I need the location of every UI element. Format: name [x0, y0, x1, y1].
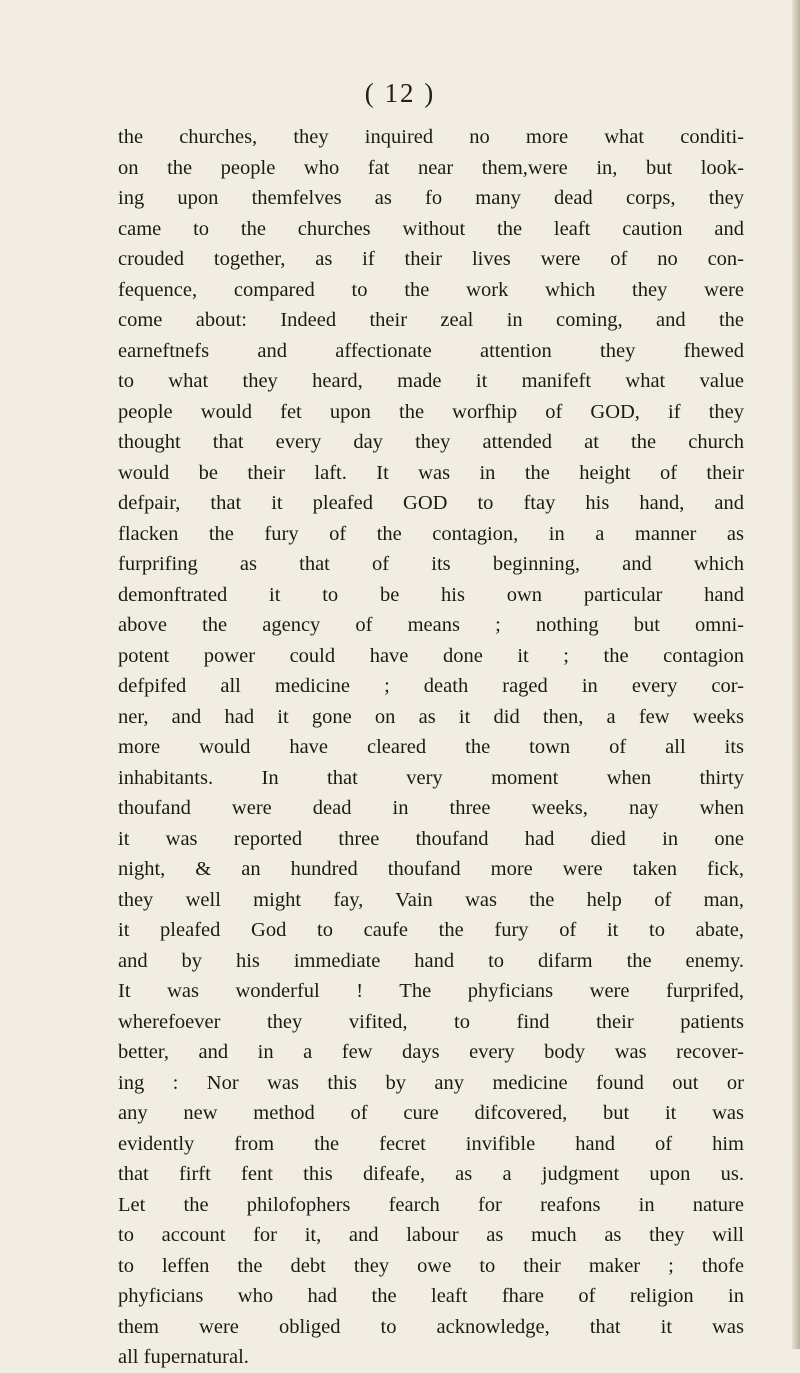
text-line: and by his immediate hand to difarm the enemy.	[118, 949, 744, 972]
text-line: would be their laft. It was in the height of their	[118, 461, 744, 484]
text-line: them were obliged to acknowledge, that it was	[118, 1315, 744, 1338]
text-line: the churches, they inquired no more what conditi-	[118, 126, 744, 148]
text-line: on the people who fat near them,were in, but look-	[118, 156, 744, 179]
text-line: potent power could have done it ; the contagion	[118, 644, 744, 667]
text-line: above the agency of means ; nothing but omni-	[118, 614, 744, 636]
text-line: flacken the fury of the contagion, in a manner as	[118, 522, 744, 545]
text-line: fequence, compared to the work which they were	[118, 278, 744, 301]
text-line: to leffen the debt they owe to their maker ; thofe	[118, 1254, 744, 1277]
text-line: ing upon themfelves as fo many dead corps, they	[118, 187, 744, 209]
text-line: better, and in a few days every body was recover-	[118, 1041, 744, 1063]
text-line: phyficians who had the leaft fhare of religion in	[118, 1285, 744, 1307]
text-line: thoufand were dead in three weeks, nay when	[118, 797, 744, 819]
text-line: demonftrated it to be his own particular hand	[118, 583, 744, 606]
text-line: ing : Nor was this by any medicine found out or	[118, 1071, 744, 1094]
text-line: night, & an hundred thoufand more were taken fick,	[118, 858, 744, 880]
page-edge-shadow	[792, 0, 800, 1349]
page-number: ( 12 )	[364, 78, 436, 108]
text-line: thought that every day they attended at the church	[118, 431, 744, 453]
text-line: came to the churches without the leaft caution and	[118, 217, 744, 240]
text-line: they well might fay, Vain was the help of man,	[118, 888, 744, 911]
text-line: any new method of cure difcovered, but it was	[118, 1102, 744, 1124]
body-text	[118, 122, 744, 1373]
text-line: evidently from the fecret invifible hand of him	[118, 1132, 744, 1155]
text-line: earneftnefs and affectionate attention they fhewed	[118, 339, 744, 362]
text-line: Let the philofophers fearch for reafons in nature	[118, 1193, 744, 1216]
text-line: to what they heard, made it manifeft what value	[118, 370, 744, 392]
text-line: inhabitants. In that very moment when thirty	[118, 766, 744, 789]
text-line: wherefoever they vifited, to find their patients	[118, 1010, 744, 1033]
text-line: it pleafed God to caufe the fury of it to abate,	[118, 919, 744, 941]
text-line: people would fet upon the worfhip of GOD, if they	[118, 400, 744, 423]
text-line: to account for it, and labour as much as they will	[118, 1224, 744, 1246]
text-line: ner, and had it gone on as it did then, a few weeks	[118, 705, 744, 728]
text-line: defpair, that it pleafed GOD to ftay his hand, and	[118, 492, 744, 514]
text-line: more would have cleared the town of all its	[118, 736, 744, 758]
text-line: that firft fent this difeafe, as a judgment upon us.	[118, 1163, 744, 1185]
text-line: furprifing as that of its beginning, and which	[118, 553, 744, 575]
text-line: all fupernatural.	[118, 1346, 249, 1368]
text-line: crouded together, as if their lives were of no con-	[118, 248, 744, 270]
text-line: defpifed all medicine ; death raged in every cor-	[118, 675, 744, 697]
text-line: It was wonderful ! The phyficians were furprifed,	[118, 980, 744, 1002]
text-line: it was reported three thoufand had died in one	[118, 827, 744, 850]
text-line: come about: Indeed their zeal in coming, and the	[118, 309, 744, 331]
